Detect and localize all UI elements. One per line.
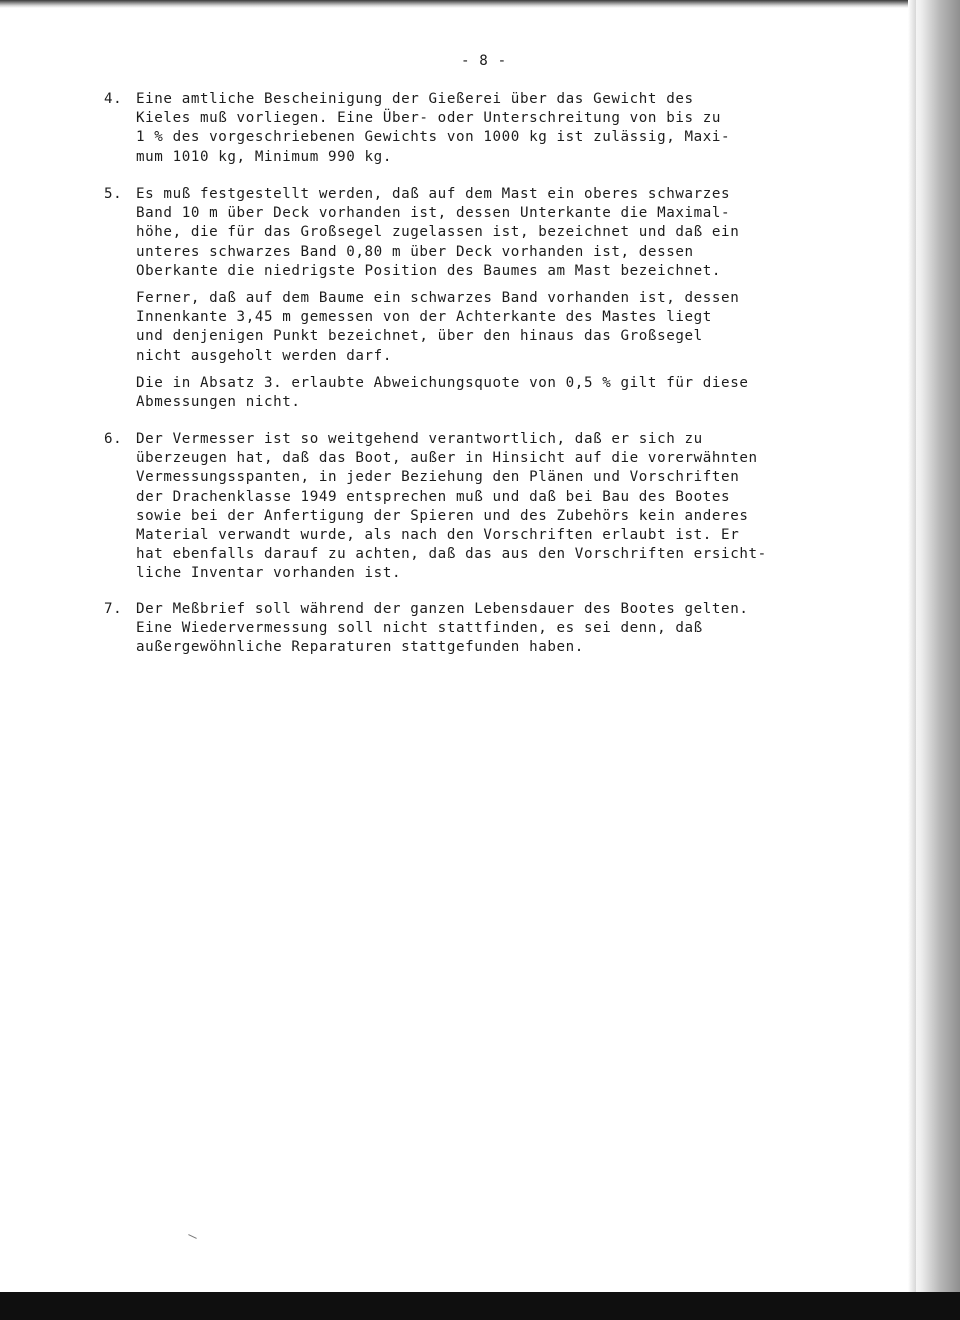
paragraph: Es muß festgestellt werden, daß auf dem Mast ein oberes schwarzes Band 10 m über Deck vorhanden ist, dessen Unterkante die Maximal- höhe, die für das Großsegel zugelassen ist, bezeichnet und daß ein unteres schwarzes Band 0,80 m über Deck vorhanden ist, dessen Oberkante die niedrigste Position des Baumes am Mast bezeichnet. bbox=[136, 186, 740, 279]
scan-right-shadow bbox=[908, 0, 916, 1320]
paragraph: Eine amtliche Bescheinigung der Gießerei über das Gewicht des Kieles muß vorliegen. Eine Über- oder Unterschreitung von bis zu 1 % des vorgeschriebenen Gewichts von 1000 kg ist zulässig, Maxi- mum 1010 kg, Minimum 990 kg. bbox=[136, 91, 731, 165]
list-item-4 bbox=[104, 90, 864, 175]
list-item-7 bbox=[104, 600, 864, 666]
list-item-6 bbox=[104, 430, 864, 592]
scan-bottom-edge bbox=[0, 1292, 960, 1320]
item-number: 7. bbox=[104, 601, 123, 617]
item-number: 4. bbox=[104, 91, 123, 107]
paragraph: Der Meßbrief soll während der ganzen Lebensdauer des Bootes gelten. Eine Wiedervermessung soll nicht stattfinden, es sei denn, daß außergewöhnliche Reparaturen stattgefunden haben. bbox=[136, 601, 749, 656]
stray-pen-mark bbox=[188, 1234, 197, 1239]
paragraph: Ferner, daß auf dem Baume ein schwarzes Band vorhanden ist, dessen Innenkante 3,45 m gemessen von der Achterkante des Mastes liegt und denjenigen Punkt bezeichnet, über den hinaus das Großsegel nicht ausgeholt werden darf. bbox=[136, 290, 740, 364]
paragraph: Der Vermesser ist so weitgehend verantwortlich, daß er sich zu überzeugen hat, daß das Boot, außer in Hinsicht auf die vorerwähnten Vermessungsspanten, in jeder Beziehung den Plänen und Vorschriften der Drachenklasse 1949 entsprechen muß und daß bei Bau des Bootes sowie bei der Anfertigung der Spieren und des Zubehörs kein anderes Material verwandt wurde, als nach den Vorschriften erlaubt ist. Er hat ebenfalls darauf zu achten, daß das aus den Vorschriften ersicht- liche Inventar vorhanden ist. bbox=[136, 431, 767, 582]
item-number: 6. bbox=[104, 431, 123, 447]
item-number: 5. bbox=[104, 186, 123, 202]
page-number: - 8 - bbox=[461, 53, 507, 69]
list-item-5 bbox=[104, 185, 864, 420]
paragraph: Die in Absatz 3. erlaubte Abweichungsquote von 0,5 % gilt für diese Abmessungen nicht. bbox=[136, 374, 749, 411]
